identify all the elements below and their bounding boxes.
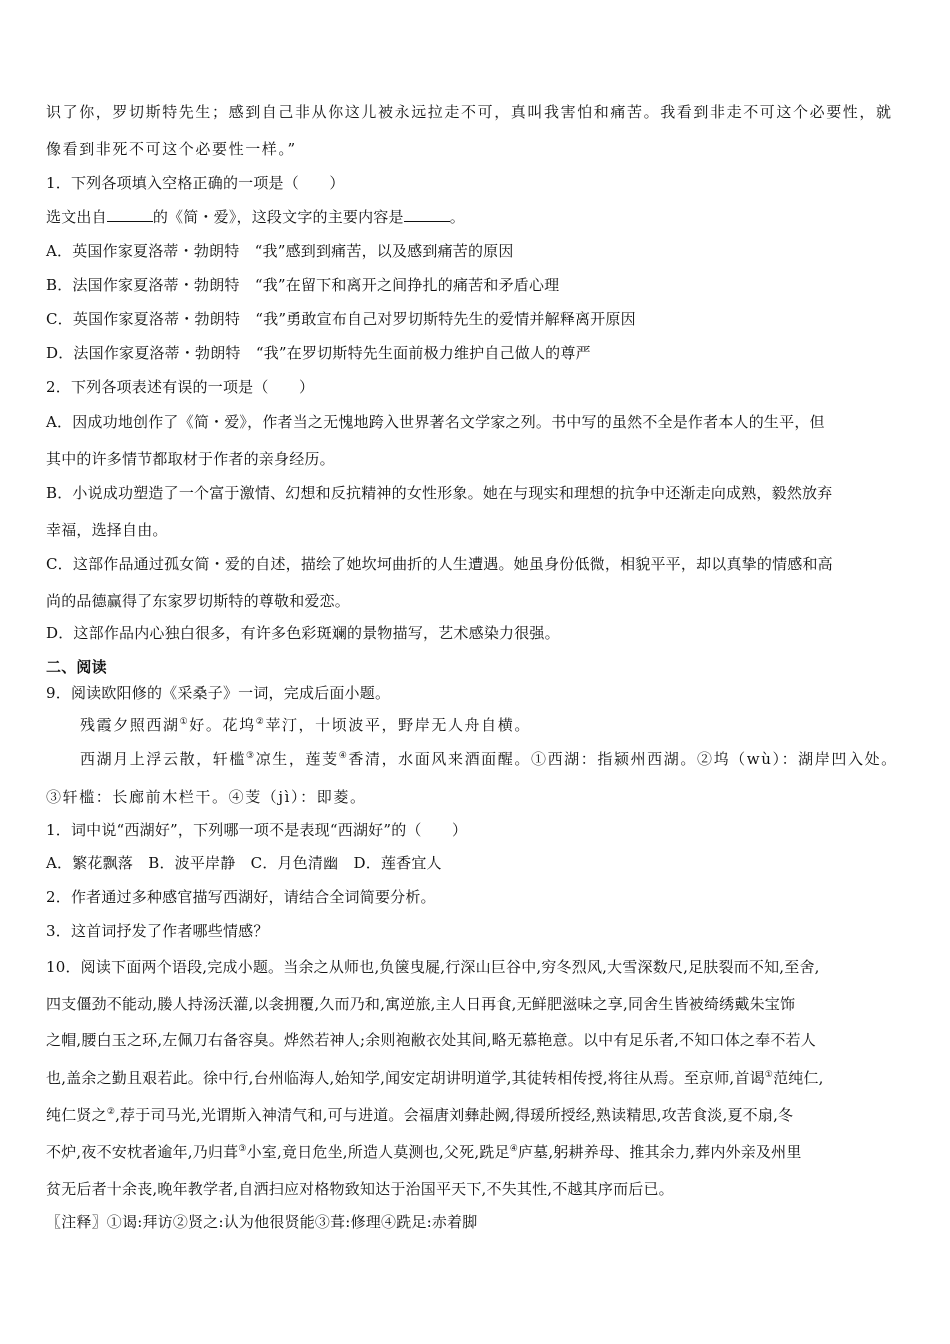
poem2-part-a: 西湖月上浮云散，轩槛 [80,750,247,768]
q10-line-6 [46,1142,802,1162]
q10-line-4 [46,1068,824,1088]
note-mark-1: ① [179,717,190,727]
q1-fill-part-a: 选文出自 [46,208,107,226]
q2-option-b-line-2: 幸福，选择自由。 [46,521,168,539]
q2-option-d: D．这部作品内心独白很多，有许多色彩斑斓的景物描写，艺术感染力很强。 [46,624,560,642]
q9-sub-2: 2．作者通过多种感官描写西湖好，请结合全词简要分析。 [46,888,436,906]
q1-option-a: A．英国作家夏洛蒂・勃朗特 “我”感到到痛苦，以及感到痛苦的原因 [46,242,514,260]
q2-option-a-line-1: A．因成功地创作了《简・爱》，作者当之无愧地跨入世界著名文学家之列。书中写的虽然不全是作者本人的生平，但 [46,413,825,431]
q1-option-c: C．英国作家夏洛蒂・勃朗特 “我”勇敢宣布自己对罗切斯特先生的爱情并解释离开原因 [46,310,636,328]
q10-line-4-end: 范纯仁, [773,1069,824,1087]
q10-line-5-a: 纯仁贤之 [46,1106,107,1124]
q10-line-5-b: ,荐于司马光,光谓斯入神清气和,可与进道。会福唐刘彝赴阙,得瑗所授经,熟读精思,攻苦食淡,夏不扇,冬 [115,1106,794,1124]
poem1-part-b: 好。花坞 [189,716,256,734]
q9-sub-1-options: A．繁花飘落 B．波平岸静 C．月色清幽 D．莲香宜人 [46,854,442,872]
q1-fill-part-c: 。 [449,208,465,226]
note-mark-4: ④ [338,751,349,761]
q10-line-6-c: 庐墓,躬耕养母、推其余力,葬内外亲及州里 [517,1143,802,1161]
q10-line-2: 四支僵劲不能动,媵人持汤沃灌,以衾拥覆,久而乃和,寓逆旅,主人日再食,无鲜肥滋味之享,同舍生皆被绮绣戴朱宝饰 [46,995,796,1013]
q1-blank-2 [404,207,450,222]
q1-blank-1 [107,207,153,222]
q10-line-4-text: 也,盖余之勤且艰若此。徐中行,台州临海人,始知学,闻安定胡讲明道学,其徒转相传授,将往从焉。至京师,首谒 [46,1069,765,1087]
q10-line-1: 10．阅读下面两个语段,完成小题。当余之从师也,负箧曳屣,行深山巨谷中,穷冬烈风,大雪深数尺,足肤裂而不知,至舍, [46,958,820,976]
q2-option-c-line-2: 尚的品德赢得了东家罗切斯特的尊敬和爱恋。 [46,592,351,610]
note-mark-2: ② [255,717,266,727]
q1-stem: 1．下列各项填入空格正确的一项是（ ） [46,174,345,192]
q1-fill-sentence [46,207,465,227]
q2-option-b-line-1: B．小说成功塑造了一个富于激情、幻想和反抗精神的女性形象。她在与现实和理想的抗争中还渐走向成熟，毅然放弃 [46,484,833,502]
poem1-part-c: 苹汀，十顷波平，野岸无人舟自横。 [265,716,531,734]
q10-annotation: 〖注释〗①谒:拜访②贤之:认为他很贤能③葺:修理④跣足:赤着脚 [46,1213,478,1231]
poem2-part-b: 凉生，莲芰 [255,750,339,768]
q9-sub-3: 3．这首词抒发了作者哪些情感？ [46,922,269,940]
q9-poem-line-1 [80,715,531,735]
q10-note-mark-2: ② [106,1107,116,1117]
q1-fill-part-b: 的《简・爱》，这段文字的主要内容是 [152,208,404,226]
q10-note-mark-4: ④ [509,1144,518,1154]
q10-line-7: 贫无后者十余丧,晚年教学者,自洒扫应对格物致知达于治国平天下,不失其性,不越其序而后已。 [46,1180,674,1198]
q10-line-6-a: 不炉,夜不安枕者逾年,乃归葺 [46,1143,239,1161]
q2-option-a-line-2: 其中的许多情节都取材于作者的亲身经历。 [46,450,335,468]
q10-line-6-b: 小室,竟日危坐,所造人莫测也,父死,跣足 [246,1143,510,1161]
intro-line-2: 像看到非死不可这个必要性一样。” [46,140,297,158]
q2-stem: 2．下列各项表述有误的一项是（ ） [46,378,315,396]
q1-option-d: D．法国作家夏洛蒂・勃朗特 “我”在罗切斯特先生面前极力维护自己做人的尊严 [46,344,591,362]
intro-line-1: 识了你，罗切斯特先生；感到自己非从你这儿被永远拉走不可，真叫我害怕和痛苦。我看到非走不可这个必要性，就 [46,103,893,121]
q9-sub-1: 1．词中说“西湖好”，下列哪一项不是表现“西湖好”的（ ） [46,821,468,839]
note-mark-3: ③ [246,751,256,761]
q9-poem-line-2 [80,749,898,769]
poem2-part-c: 香清，水面风来酒面醒。①西湖：指颍州西湖。②坞（wù）：湖岸凹入处。 [348,750,898,768]
poem1-part-a: 残霞夕照西湖 [80,716,180,734]
q10-note-mark-1: ① [764,1070,774,1080]
q10-line-5 [46,1105,793,1125]
q10-note-mark-3: ③ [238,1144,247,1154]
q1-option-b: B．法国作家夏洛蒂・勃朗特 “我”在留下和离开之间挣扎的痛苦和矛盾心理 [46,276,560,294]
q9-notes: ③轩槛：长廊前木栏干。④芰（jì）：即菱。 [46,788,367,806]
section-heading: 二、阅读 [46,658,107,676]
q2-option-c-line-1: C．这部作品通过孤女简・爱的自述，描绘了她坎坷曲折的人生遭遇。她虽身份低微，相貌平平，却以真挚的情感和高 [46,555,833,573]
q10-line-3: 之帽,腰白玉之环,左佩刀右备容臭。烨然若神人;余则袍敝衣处其间,略无慕艳意。以中有足乐者,不知口体之奉不若人 [46,1031,816,1049]
q9-intro: 9．阅读欧阳修的《采桑子》一词，完成后面小题。 [46,684,391,702]
